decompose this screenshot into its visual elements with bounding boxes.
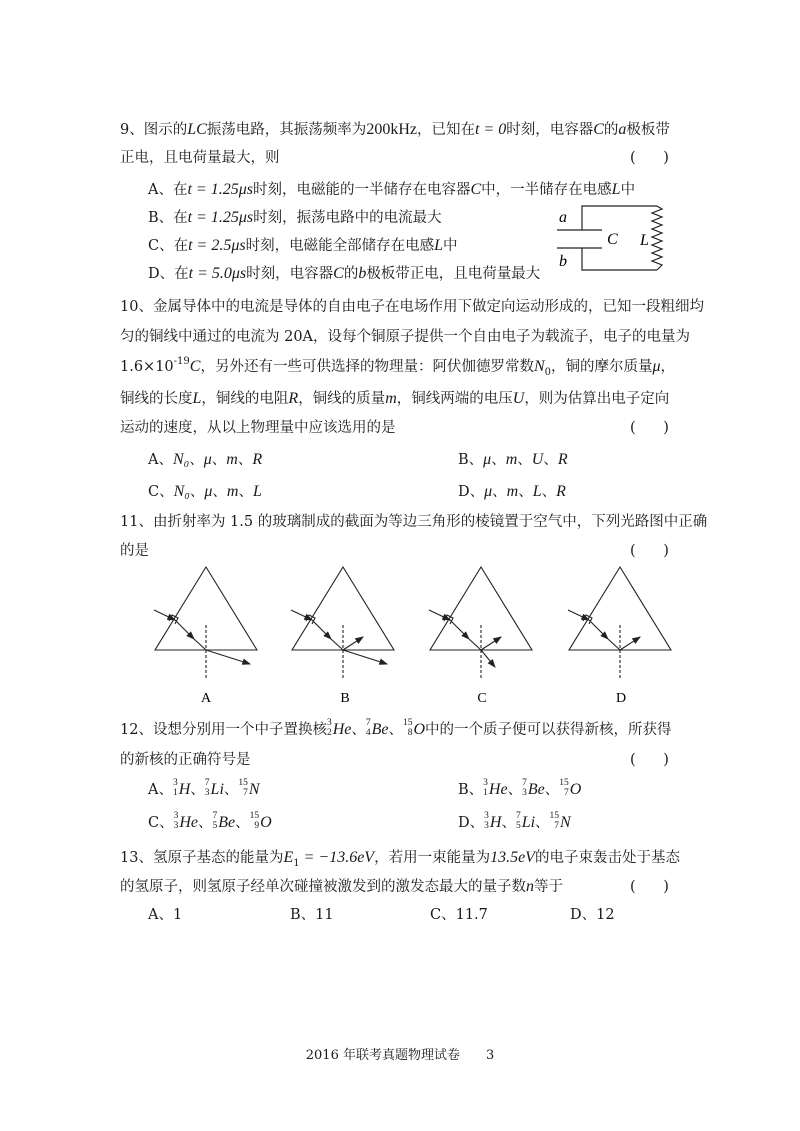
q11-line2: 的是	[120, 543, 149, 559]
diagram-label-b: B	[340, 691, 350, 706]
math-t: t = 1.25μs	[187, 209, 254, 226]
text: 9、图示的	[120, 122, 188, 138]
refracted-ray-d	[589, 620, 608, 639]
sep: 、	[492, 484, 507, 500]
sep: 、	[198, 815, 213, 831]
symbol: He	[332, 721, 352, 738]
nucleus: 3 1	[172, 778, 178, 798]
symbol: He	[488, 781, 508, 798]
q11-answer-bracket[interactable]: ( )	[630, 543, 669, 559]
math-t0: t = 0	[474, 121, 507, 138]
q12-line2: 的新核的正确符号是	[120, 752, 251, 768]
text: 的氢原子，则氢原子经单次碰撞被激发到的激发态最大的量子数	[120, 879, 526, 895]
q10-line5: 运动的速度，从以上物理量中应该选用的是	[120, 420, 396, 436]
q10-line3	[120, 357, 675, 379]
math-t: t = 5.0μs	[188, 265, 247, 282]
math-item: μ	[204, 483, 213, 500]
diagram-label-d: D	[615, 691, 627, 706]
label-a: a	[559, 209, 567, 226]
page-footer	[0, 1044, 800, 1063]
exit-ray-a	[206, 650, 250, 664]
nucleus: 15 7	[559, 778, 569, 798]
math-item: N₀	[173, 483, 190, 500]
sep: 、	[535, 815, 550, 831]
symbol: Li	[521, 814, 536, 831]
math-b: b	[358, 265, 367, 282]
math-item: μ	[203, 451, 212, 468]
math-c: C	[333, 265, 344, 282]
sep: 、	[212, 484, 227, 500]
label-b: b	[559, 253, 567, 270]
exit-ray-c	[481, 650, 495, 667]
math-u: U	[512, 390, 525, 407]
math-energy: 13.5eV	[490, 849, 535, 866]
q10-option-a[interactable]	[148, 450, 262, 470]
sep: 、	[501, 815, 516, 831]
page-number: 3	[485, 1048, 495, 1063]
nucleus: 15 9	[249, 811, 260, 831]
diagram-label-a: A	[200, 691, 212, 706]
text: ，铜线两端的电压	[396, 391, 513, 407]
q10-line2: 匀的铜线中通过的电流为 20A，设每个铜原子提供一个自由电子为载流子，电子的电量为	[120, 329, 691, 345]
refracted-ray-a	[175, 620, 194, 639]
text: D、	[458, 815, 485, 831]
math-l: L	[434, 237, 444, 254]
text: D、在	[148, 266, 189, 282]
text: 时刻，电容器	[246, 266, 334, 282]
q9-option-a[interactable]	[148, 180, 635, 200]
q10-line4	[120, 389, 669, 409]
text: C、	[148, 484, 174, 500]
text: 铜线的长度	[120, 391, 193, 407]
text: ，已知在	[416, 122, 475, 138]
symbol: Li	[210, 781, 224, 798]
wire-bottom	[582, 248, 657, 270]
q10-answer-bracket[interactable]: ( )	[630, 420, 669, 436]
q13-answer-bracket[interactable]: ( )	[630, 879, 669, 895]
sep: 、	[544, 782, 560, 798]
lc-circuit-diagram	[545, 200, 675, 275]
text: 时刻，电磁能的一半储存在电容器	[252, 182, 471, 198]
nucleus: 3 3	[173, 811, 179, 831]
sep: 、	[189, 452, 204, 468]
exit-ray-b	[343, 650, 387, 664]
text: 中，一半储存在电感	[481, 182, 612, 198]
text: 等于	[534, 879, 563, 895]
q12-option-b[interactable]	[458, 780, 581, 800]
q9-option-d[interactable]	[148, 264, 540, 284]
text: 时刻，电容器	[506, 122, 594, 138]
text: B、	[458, 782, 484, 798]
math-mu: μ	[652, 358, 661, 375]
math-item: L	[532, 483, 542, 500]
text: 中的一个质子便可以获得新核，所获得	[425, 722, 672, 738]
math-item: μ	[483, 451, 492, 468]
math-item: m	[226, 483, 239, 500]
text: A、	[148, 452, 173, 468]
math-item: R	[557, 451, 568, 468]
subscript: 1	[293, 858, 300, 869]
inductor-coil	[652, 206, 662, 270]
symbol: He	[179, 814, 199, 831]
nucleus: 7 3	[522, 778, 527, 798]
math-r: R	[288, 390, 299, 407]
math-c: C	[593, 121, 604, 138]
math-a: a	[618, 121, 627, 138]
q12-answer-bracket[interactable]: ( )	[630, 752, 669, 768]
text: 时刻，电磁能全部储存在电感	[245, 238, 435, 254]
q9-option-b[interactable]	[148, 208, 442, 228]
nucleus: 7 3	[204, 778, 210, 798]
sep: 、	[237, 452, 253, 468]
symbol: Be	[218, 814, 236, 831]
inner-ray-c	[469, 639, 481, 650]
diagram-label-c: C	[477, 691, 487, 706]
text: 振荡电路，其振荡频率为	[206, 122, 367, 138]
sep: 、	[351, 722, 366, 738]
math-l: L	[611, 181, 621, 198]
text: 12、设想分别用一个中子置换核	[120, 722, 327, 738]
math-frequency: 200kHz	[366, 121, 417, 138]
math-l: L	[192, 390, 202, 407]
symbol: H	[178, 781, 191, 798]
inner-ray-a	[194, 639, 206, 650]
text: ，铜线的电阻	[201, 391, 289, 407]
symbol: N	[248, 781, 260, 798]
inner-ray-d	[608, 639, 620, 650]
math-item: μ	[484, 483, 493, 500]
reflected-ray-b	[343, 637, 363, 650]
math-t: t = 1.25μs	[187, 181, 253, 198]
q10-option-d[interactable]	[458, 482, 566, 502]
text: ，另外还有一些可供选择的物理量：阿伏伽德罗常数	[200, 359, 534, 375]
refracted-ray-b	[312, 620, 331, 639]
q13-option-c[interactable]: C、11.7	[430, 907, 488, 923]
nucleus: 15 7	[549, 811, 560, 831]
math-item: m	[226, 451, 238, 468]
text: C、	[148, 815, 174, 831]
text: 中	[443, 238, 458, 254]
sep: 、	[517, 452, 532, 468]
nucleus-o: 15 8	[402, 718, 413, 738]
nucleus: 3 1	[483, 778, 488, 798]
nucleus: 7 5	[212, 811, 218, 831]
nucleus: 15 7	[238, 778, 248, 798]
q10-line1: 10、金属导体中的电流是导体的自由电子在电场作用下做定向运动形成的，已知一段粗细均	[120, 299, 704, 315]
sep: 、	[235, 815, 250, 831]
symbol: O	[260, 814, 272, 831]
q13-option-b[interactable]: B、11	[290, 907, 334, 923]
text: 中	[620, 182, 636, 198]
math-e1: E	[283, 849, 294, 866]
symbol: Be	[371, 721, 389, 738]
inner-ray-b	[331, 639, 343, 650]
q11-line1: 11、由折射率为 1.5 的玻璃制成的截面为等边三角形的棱镜置于空气中，下列光路图中正确	[120, 514, 708, 530]
text: ，若用一束能量为	[374, 850, 491, 866]
q9-stem-line1	[120, 120, 670, 140]
sep: 、	[541, 484, 557, 500]
text: C、在	[148, 238, 189, 254]
sep: 、	[491, 452, 506, 468]
text: 极板带正电，且电荷量最大	[366, 266, 541, 282]
q12-option-c[interactable]	[148, 813, 272, 833]
math-c: C	[470, 181, 482, 198]
refracted-ray-c	[450, 620, 469, 639]
q12-line1	[120, 720, 672, 740]
text: ，铜线的质量	[298, 391, 386, 407]
prism-diagrams	[0, 560, 800, 710]
math-item: N₀	[172, 451, 190, 468]
math-n0: N	[533, 358, 545, 375]
reflected-ray-c	[481, 637, 501, 650]
label-l: L	[640, 232, 649, 249]
symbol: H	[489, 814, 502, 831]
q10-option-c[interactable]	[148, 482, 262, 502]
math-n: n	[526, 878, 534, 895]
subscript: 0	[544, 367, 551, 378]
text: 的	[343, 266, 359, 282]
math-item: m	[505, 451, 518, 468]
q13-option-d[interactable]: D、12	[570, 907, 615, 923]
sep: 、	[507, 782, 523, 798]
q9-stem-line2: 正电，且电荷量最大，则	[120, 150, 280, 166]
label-c: C	[607, 231, 618, 248]
q9-answer-bracket[interactable]: ( )	[630, 150, 669, 166]
symbol: O	[413, 721, 426, 738]
text: 时刻，振荡电路中的电流最大	[253, 210, 442, 226]
q12-option-d[interactable]	[458, 813, 571, 833]
nucleus-be: 7 4	[365, 718, 371, 738]
symbol: N	[560, 814, 571, 831]
text: A、在	[148, 182, 188, 198]
sep: 、	[543, 452, 558, 468]
nucleus: 3 3	[484, 811, 489, 831]
math-item: R	[252, 451, 263, 468]
reflected-ray-d	[620, 637, 640, 650]
charge-base: 1.6×10	[120, 359, 174, 375]
math-item: U	[531, 451, 544, 468]
wire-top	[582, 206, 657, 230]
nucleus: 7 5	[515, 811, 521, 831]
sep: 、	[223, 782, 239, 798]
q13-line1	[120, 848, 680, 870]
math-item: R	[556, 483, 566, 500]
q9-option-c[interactable]	[148, 236, 458, 256]
sep: 、	[189, 484, 205, 500]
text: 极板带	[626, 122, 670, 138]
text: B、	[458, 452, 484, 468]
q13-line2	[120, 877, 563, 897]
sep: 、	[238, 484, 253, 500]
text: 的	[603, 122, 619, 138]
math-item: L	[252, 483, 262, 500]
text: ，铜的摩尔质量	[551, 359, 653, 375]
math-e1-value: = −13.6eV	[299, 849, 375, 866]
text: ，	[660, 359, 676, 375]
symbol: Be	[527, 781, 545, 798]
q10-option-b[interactable]	[458, 450, 568, 470]
charge-exponent: -19	[173, 356, 190, 367]
math-t: t = 2.5μs	[188, 237, 246, 254]
q13-option-a[interactable]: A、1	[148, 907, 183, 923]
text: D、	[458, 484, 485, 500]
symbol: O	[569, 781, 582, 798]
sep: 、	[190, 782, 205, 798]
sep: 、	[211, 452, 227, 468]
nucleus-he: 3 2	[326, 718, 332, 738]
math-m: m	[385, 390, 397, 407]
sep: 、	[388, 722, 403, 738]
footer-title: 2016 年联考真题物理试卷	[305, 1048, 460, 1063]
math-lc: LC	[187, 121, 207, 138]
sep: 、	[518, 484, 533, 500]
text: 的电子束轰击处于基态	[534, 850, 680, 866]
text: B、在	[148, 210, 188, 226]
text: 13、氢原子基态的能量为	[120, 850, 284, 866]
text: A、	[148, 782, 173, 798]
q12-option-a[interactable]	[148, 780, 260, 800]
math-c: C	[189, 358, 201, 375]
math-item: m	[506, 483, 519, 500]
text: ，则为估算出电子定向	[524, 391, 670, 407]
